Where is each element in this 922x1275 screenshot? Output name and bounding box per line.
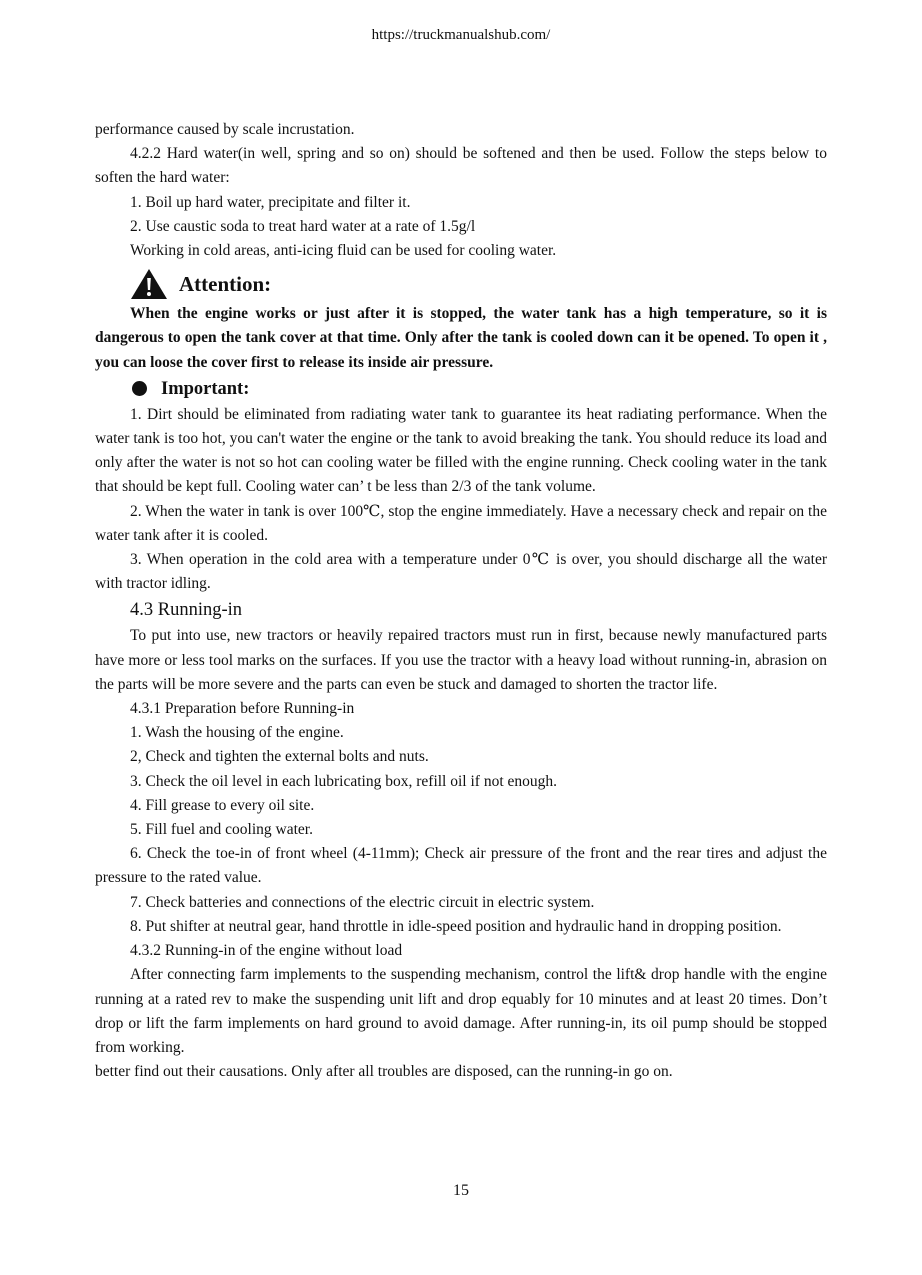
important-item-1: 1. Dirt should be eliminated from radiating water tank to guarantee its heat radiating performance. When the water tank is too hot, you can't water the engine or the tank to avoid breaking the tank. You should reduce its load and only after the water is not so hot can cooling water be filled with the engine running. Check cooling water in the tank that should be kept full. Cooling water can’ t be less than 2/3 of the tank volume. bbox=[95, 405, 827, 496]
important-title: Important: bbox=[161, 378, 250, 399]
running-in-intro: To put into use, new tractors or heavily repaired tractors must run in first, because newly manufactured parts have more or less tool marks on the surfaces. If you use the tractor with a heavy load without running-in, abrasion on the parts will be more severe and the parts can even be stuck and damaged to shorten the tractor life. bbox=[95, 627, 827, 693]
important-item-2: 2. When the water in tank is over 100℃, stop the engine immediately. Have a necessary check and repair on the water tank after it is cooled. bbox=[95, 502, 827, 544]
no-load-text: After connecting farm implements to the suspending mechanism, control the lift& drop handle with the engine running at a rated rev to make the suspending unit lift and drop equably for 10 minutes and at least 20 times. Don’t drop or lift the farm implements on hard ground to avoid damage. After running-in, its oil pump should be stopped from working. bbox=[95, 966, 827, 1056]
subsection-heading-preparation: 4.3.1 Preparation before Running-in bbox=[130, 700, 355, 718]
prep-step-5: 5. Fill fuel and cooling water. bbox=[130, 821, 313, 839]
prep-step-8: 8. Put shifter at neutral gear, hand throttle in idle-speed position and hydraulic hand in dropping position. bbox=[130, 917, 782, 935]
page-content bbox=[95, 118, 827, 1084]
prep-step-3: 3. Check the oil level in each lubricating box, refill oil if not enough. bbox=[130, 772, 557, 790]
prep-step-6: 6. Check the toe-in of front wheel (4-11mm); Check air pressure of the front and the rear tires and adjust the pressure to the rated value. bbox=[95, 845, 827, 887]
bullet-icon bbox=[132, 381, 147, 396]
attention-text: When the engine works or just after it is stopped, the water tank has a high temperature, so it is dangerous to open the tank cover at that time. Only after the tank is cooled down can it be opened. To open it , you can loose the cover first to release its inside air pressure. bbox=[95, 305, 827, 371]
subsection-heading-no-load: 4.3.2 Running-in of the engine without load bbox=[130, 942, 403, 960]
prep-step-2: 2, Check and tighten the external bolts and nuts. bbox=[130, 748, 429, 766]
step-2: 2. Use caustic soda to treat hard water at a rate of 1.5g/l bbox=[130, 217, 476, 235]
important-item-3: 3. When operation in the cold area with a temperature under 0℃ is over, you should discharge all the water with tractor idling. bbox=[95, 551, 827, 593]
prep-step-1: 1. Wash the housing of the engine. bbox=[130, 724, 344, 742]
warning-icon bbox=[130, 268, 168, 300]
prep-step-7: 7. Check batteries and connections of the electric circuit in electric system. bbox=[130, 893, 595, 911]
page-header-url: https://truckmanualshub.com/ bbox=[371, 27, 551, 43]
section-heading-running-in: 4.3 Running-in bbox=[130, 600, 243, 621]
page-number: 15 bbox=[453, 1182, 469, 1199]
step-1: 1. Boil up hard water, precipitate and filter it. bbox=[130, 193, 411, 211]
closing-paragraph: better find out their causations. Only after all troubles are disposed, can the running-in go on. bbox=[95, 1063, 673, 1081]
attention-title: Attention: bbox=[179, 272, 272, 297]
paragraph-cold-areas: Working in cold areas, anti-icing fluid can be used for cooling water. bbox=[130, 242, 557, 260]
attention-heading bbox=[95, 266, 827, 302]
paragraph: performance caused by scale incrustation. bbox=[95, 121, 355, 138]
paragraph-hard-water: 4.2.2 Hard water(in well, spring and so on) should be softened and then be used. Follow the steps below to soften the hard water: bbox=[95, 145, 827, 187]
prep-step-4: 4. Fill grease to every oil site. bbox=[130, 796, 315, 814]
important-heading bbox=[95, 375, 827, 403]
